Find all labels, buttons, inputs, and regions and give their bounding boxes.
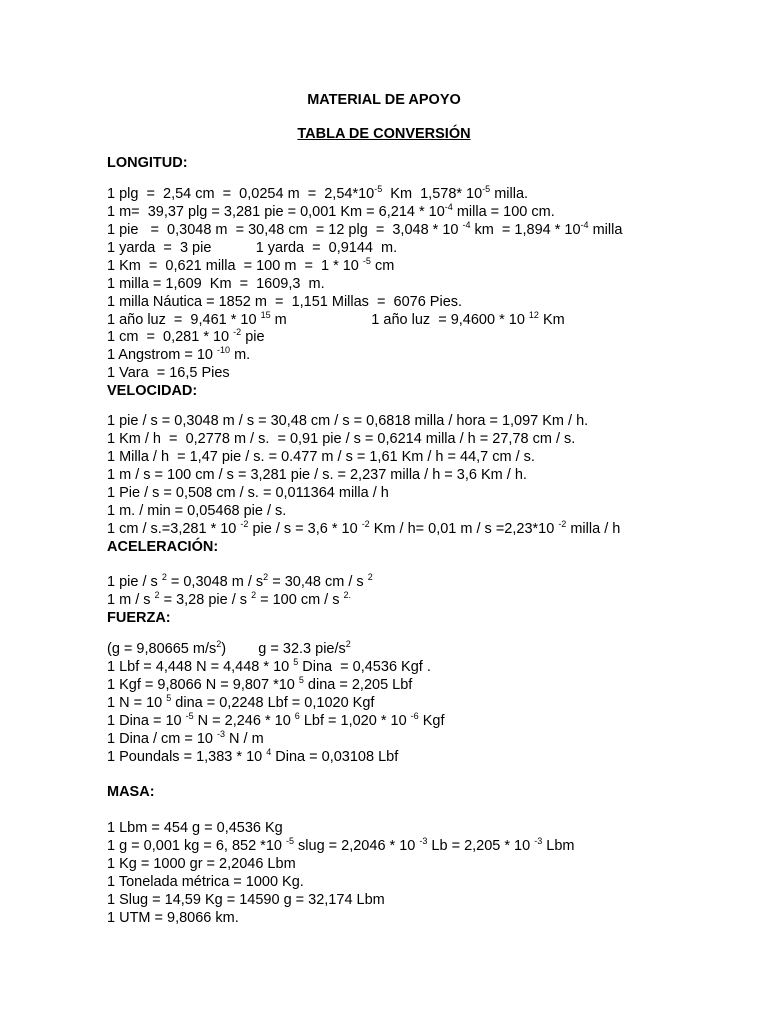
line-text: 1 Dina / cm = 10: [107, 731, 218, 747]
exponent: 5: [166, 693, 172, 703]
fuerza-line: [107, 677, 412, 694]
exponent: 2.: [343, 590, 352, 600]
longitud-line: [107, 329, 265, 346]
exponent: -6: [410, 711, 419, 721]
exponent: -2: [558, 519, 567, 529]
line-text: N / m: [225, 731, 264, 747]
line-text: 1 año luz = 9,461 * 10: [107, 312, 261, 328]
longitud-line: [107, 258, 394, 275]
line-text: 1 g = 0,001 kg = 6, 852 *10: [107, 838, 286, 854]
exponent: -5: [362, 256, 371, 266]
line-text: 1 Angstrom = 10: [107, 347, 218, 363]
exponent: 2: [367, 572, 373, 582]
document-subtitle: TABLA DE CONVERSIÓN: [297, 126, 471, 142]
line-text: 1 m / s: [107, 592, 155, 608]
document-title: MATERIAL DE APOYO: [307, 92, 461, 108]
longitud-line: [107, 312, 565, 329]
exponent: -4: [580, 220, 589, 230]
section-heading-aceleracion: ACELERACIÓN:: [107, 539, 219, 555]
line-text: Km / h= 0,01 m / s =2,23*10: [369, 521, 559, 537]
exponent: 2: [161, 572, 167, 582]
exponent: 5: [298, 675, 304, 685]
longitud-line: [107, 222, 622, 239]
line-text: km = 1,894 * 10: [470, 222, 581, 238]
exponent: -2: [361, 519, 370, 529]
fuerza-line: [107, 641, 351, 658]
exponent: 12: [528, 310, 539, 320]
line-text: 1 cm = 0,281 * 10: [107, 329, 234, 345]
exponent: -10: [217, 345, 231, 355]
line-text: milla: [588, 222, 623, 238]
line-text: = 100 cm / s: [256, 592, 344, 608]
aceleracion-line: [107, 574, 373, 591]
line-text: 1 Kgf = 9,8066 N = 9,807 *10: [107, 677, 299, 693]
exponent: -2: [233, 327, 242, 337]
line-text: pie: [241, 329, 265, 345]
line-text: Dina = 0,4536 Kgf .: [298, 659, 431, 675]
velocidad-line: 1 m / s = 100 cm / s = 3,281 pie / s. = 2,237 milla / h = 3,6 Km / h.: [107, 467, 527, 483]
exponent: -4: [444, 202, 453, 212]
line-text: 1 Km = 0,621 milla = 100 m = 1 * 10: [107, 258, 363, 274]
masa-line: [107, 838, 574, 855]
section-heading-masa: MASA:: [107, 784, 155, 800]
velocidad-line: 1 pie / s = 0,3048 m / s = 30,48 cm / s = 0,6818 milla / hora = 1,097 Km / h.: [107, 413, 589, 429]
exponent: -5: [185, 711, 194, 721]
line-text: 1 Dina = 10: [107, 713, 186, 729]
exponent: -3: [419, 836, 428, 846]
line-text: Lb = 2,205 * 10: [427, 838, 535, 854]
masa-line: 1 Kg = 1000 gr = 2,2046 Lbm: [107, 856, 296, 872]
line-text: 1 m= 39,37 plg = 3,281 pie = 0,001 Km = 6,214 * 10: [107, 204, 445, 220]
section-heading-velocidad: VELOCIDAD:: [107, 383, 198, 399]
exponent: -5: [374, 184, 383, 194]
exponent: 2: [154, 590, 160, 600]
line-text: 1 plg = 2,54 cm = 0,0254 m = 2,54*10: [107, 186, 375, 202]
exponent: -4: [462, 220, 471, 230]
masa-line: 1 Lbm = 454 g = 0,4536 Kg: [107, 820, 283, 836]
section-heading-longitud: LONGITUD:: [107, 155, 188, 171]
line-text: 1 Poundals = 1,383 * 10: [107, 749, 267, 765]
line-text: 1 N = 10: [107, 695, 167, 711]
line-text: 1 pie = 0,3048 m = 30,48 cm = 12 plg = 3,048 * 10: [107, 222, 463, 238]
masa-line: 1 Slug = 14,59 Kg = 14590 g = 32,174 Lbm: [107, 892, 385, 908]
longitud-line: [107, 186, 528, 203]
line-text: (g = 9,80665 m/s: [107, 641, 217, 657]
exponent: 5: [293, 657, 299, 667]
fuerza-line: [107, 695, 374, 712]
exponent: 4: [266, 747, 272, 757]
longitud-line: [107, 204, 555, 221]
masa-line: 1 Tonelada métrica = 1000 Kg.: [107, 874, 304, 890]
exponent: 2: [251, 590, 257, 600]
line-text: = 30,48 cm / s: [268, 574, 368, 590]
velocidad-line: 1 Pie / s = 0,508 cm / s. = 0,011364 milla / h: [107, 485, 389, 501]
line-text: = 0,3048 m / s: [166, 574, 264, 590]
exponent: -2: [240, 519, 249, 529]
line-text: 1 cm / s.=3,281 * 10: [107, 521, 241, 537]
exponent: -5: [482, 184, 491, 194]
longitud-line: [107, 347, 250, 364]
line-text: Dina = 0,03108 Lbf: [271, 749, 399, 765]
fuerza-line: [107, 713, 444, 730]
exponent: 2: [263, 572, 269, 582]
exponent: 2: [216, 639, 222, 649]
exponent: -3: [534, 836, 543, 846]
velocidad-line: [107, 521, 620, 538]
line-text: 1 pie / s: [107, 574, 162, 590]
exponent: 6: [294, 711, 300, 721]
longitud-line: 1 milla Náutica = 1852 m = 1,151 Millas = 6076 Pies.: [107, 294, 463, 310]
masa-line: 1 UTM = 9,8066 km.: [107, 910, 239, 926]
velocidad-line: 1 m. / min = 0,05468 pie / s.: [107, 503, 287, 519]
line-text: N = 2,246 * 10: [193, 713, 295, 729]
velocidad-line: 1 Km / h = 0,2778 m / s. = 0,91 pie / s = 0,6214 milla / h = 27,78 cm / s.: [107, 431, 576, 447]
exponent: -3: [217, 729, 226, 739]
line-text: milla / h: [566, 521, 621, 537]
line-text: Lbf = 1,020 * 10: [299, 713, 411, 729]
exponent: 15: [260, 310, 271, 320]
line-text: m.: [230, 347, 251, 363]
line-text: Kgf: [418, 713, 445, 729]
line-text: slug = 2,2046 * 10: [294, 838, 420, 854]
fuerza-line: [107, 749, 398, 766]
exponent: -5: [285, 836, 294, 846]
longitud-line: 1 yarda = 3 pie 1 yarda = 0,9144 m.: [107, 240, 398, 256]
section-heading-fuerza: FUERZA:: [107, 610, 171, 626]
exponent: 2: [345, 639, 351, 649]
line-text: dina = 2,205 Lbf: [303, 677, 413, 693]
line-text: Km: [538, 312, 565, 328]
line-text: Km 1,578* 10: [382, 186, 483, 202]
line-text: m 1 año luz = 9,4600 * 10: [270, 312, 529, 328]
line-text: dina = 0,2248 Lbf = 0,1020 Kgf: [171, 695, 375, 711]
line-text: = 3,28 pie / s: [159, 592, 252, 608]
velocidad-line: 1 Milla / h = 1,47 pie / s. = 0.477 m / s = 1,61 Km / h = 44,7 cm / s.: [107, 449, 535, 465]
line-text: milla.: [490, 186, 529, 202]
line-text: ) g = 32.3 pie/s: [221, 641, 346, 657]
fuerza-line: [107, 659, 431, 676]
line-text: cm: [370, 258, 395, 274]
line-text: milla = 100 cm.: [452, 204, 555, 220]
line-text: Lbm: [542, 838, 575, 854]
longitud-line: 1 milla = 1,609 Km = 1609,3 m.: [107, 276, 325, 292]
fuerza-line: [107, 731, 264, 748]
longitud-line: 1 Vara = 16,5 Pies: [107, 365, 230, 381]
line-text: 1 Lbf = 4,448 N = 4,448 * 10: [107, 659, 294, 675]
aceleracion-line: [107, 592, 351, 609]
line-text: pie / s = 3,6 * 10: [248, 521, 362, 537]
